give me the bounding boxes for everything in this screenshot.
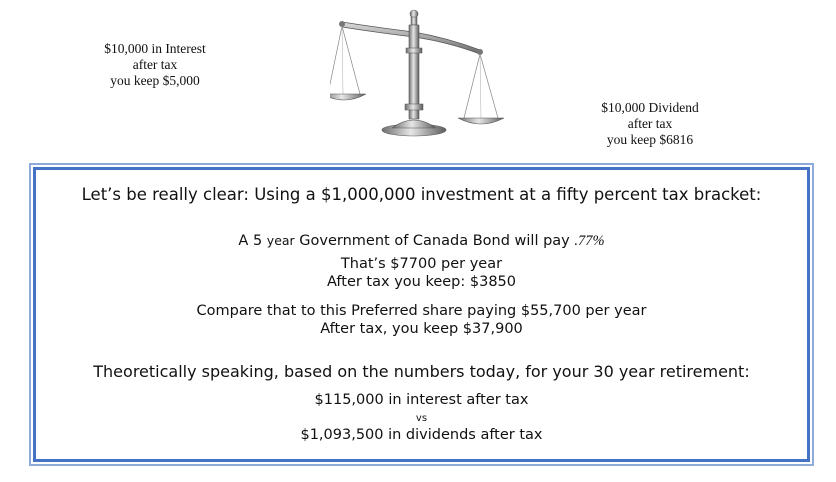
interest-note-line-2: after tax <box>132 57 178 72</box>
interest-note <box>75 41 235 89</box>
bond-year-word: year <box>266 233 295 248</box>
bond-rate: .77% <box>574 233 605 249</box>
interest-note-line-1: $10,000 in Interest <box>104 41 206 56</box>
preferred-after-tax: After tax, you keep $37,900 <box>320 321 523 337</box>
comparison-box <box>33 167 810 462</box>
bond-after-tax: After tax you keep: $3850 <box>327 274 516 290</box>
interest-note-line-3: you keep $5,000 <box>110 73 200 88</box>
dividend-note-line-1: $10,000 Dividend <box>601 100 699 115</box>
dividend-note <box>570 100 730 148</box>
bond-prefix: A 5 <box>238 233 267 249</box>
vs-label: vs <box>415 413 428 424</box>
bond-per-year: That’s $7700 per year <box>340 256 503 272</box>
dividend-total: $1,093,500 in dividends after tax <box>300 427 543 443</box>
interest-total: $115,000 in interest after tax <box>314 392 529 408</box>
retirement-line: Theoretically speaking, based on the numbers today, for your 30 year retirement: <box>93 362 750 381</box>
dividend-note-line-3: you keep $6816 <box>606 132 694 147</box>
dividend-note-line-2: after tax <box>627 116 673 131</box>
balance-scale-icon <box>330 8 510 140</box>
bond-rate-line <box>36 233 807 250</box>
bond-middle: Government of Canada Bond will pay <box>294 233 575 249</box>
preferred-compare: Compare that to this Preferred share paying $55,700 per year <box>196 303 647 319</box>
headline: Let’s be really clear: Using a $1,000,000 investment at a fifty percent tax bracket: <box>81 185 762 204</box>
